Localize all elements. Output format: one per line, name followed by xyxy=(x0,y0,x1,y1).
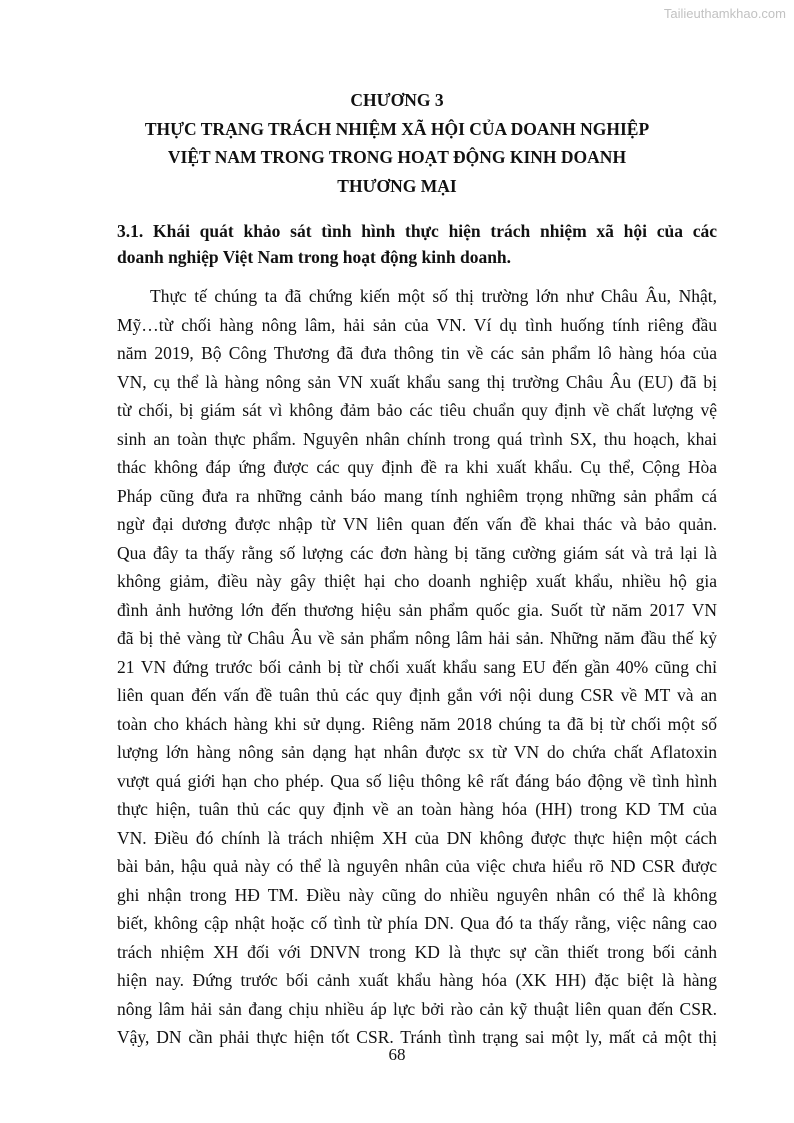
page-number: 68 xyxy=(388,1045,406,1064)
body-line: năm 2019, Bộ Công Thương đã đưa thông tin về các sản phẩm lô hàng hóa của xyxy=(117,343,717,363)
body-line: không giảm, điều này gây thiệt hại cho doanh nghiệp xuất khẩu, nhiều hộ gia xyxy=(117,571,717,591)
body-line: Mỹ…từ chối hàng nông lâm, hải sản của VN. Ví dụ tình huống tính riêng đầu xyxy=(117,314,717,335)
body-line: ngừ đại dương được nhập từ VN liên quan đến vấn đề khai thác và bảo quản. xyxy=(117,514,717,534)
body-line: Pháp cũng đưa ra những cảnh báo mang tính nghiêm trọng những sản phẩm cá xyxy=(117,485,717,506)
body-line: đã bị thẻ vàng từ Châu Âu về sản phẩm nông lâm hải sản. Những năm đầu thế kỷ xyxy=(117,628,717,648)
body-line: Thực tế chúng ta đã chứng kiến một số thị trường lớn như Châu Âu, Nhật, xyxy=(150,286,717,306)
body-line: đình ảnh hưởng lớn đến thương hiệu sản phẩm quốc gia. Suốt từ năm 2017 VN xyxy=(117,599,717,620)
chapter-title-line: THỰC TRẠNG TRÁCH NHIỆM XÃ HỘI CỦA DOANH NGHIỆP xyxy=(144,118,650,139)
body-line: lượng lớn hàng nông sản dạng hạt nhân được sx từ VN do chứa chất Aflatoxin xyxy=(117,742,717,762)
body-line: hiện nay. Đứng trước bối cảnh xuất khẩu hàng hóa (XK HH) đặc biệt là hàng xyxy=(117,970,717,990)
body-line: ghi nhận trong HĐ TM. Điều này cũng do nhiều nguyên nhân có thể là không xyxy=(117,884,717,905)
chapter-title-line: THƯƠNG MẠI xyxy=(337,175,457,196)
body-line: bài bản, hậu quả này có thể là nguyên nhân của việc chưa hiểu rõ ND CSR được xyxy=(117,856,717,876)
body-line: liên quan đến vấn đề tuân thủ các quy định gắn với nội dung CSR về MT và an xyxy=(117,685,717,705)
body-line: VN, cụ thể là hàng nông sản VN xuất khẩu sang thị trường Châu Âu (EU) đã bị xyxy=(117,371,717,392)
body-line: thực hiện, tuân thủ các quy định về an toàn hàng hóa (HH) trong KD TM của xyxy=(117,799,717,819)
body-paragraph xyxy=(117,282,717,1052)
body-line: vượt quá giới hạn cho phép. Qua số liệu thông kê rất đáng báo động về tình hình xyxy=(117,770,717,791)
body-line: biết, không cập nhật hoặc cố tình từ phía DN. Qua đó ta thấy rằng, việc nâng cao xyxy=(117,913,717,933)
body-line: thác không đáp ứng được các quy định đề ra khi xuất khẩu. Cụ thể, Cộng Hòa xyxy=(117,457,717,477)
section-heading-line: doanh nghiệp Việt Nam trong hoạt động kinh doanh. xyxy=(117,247,512,267)
section-heading-line: 3.1. Khái quát khảo sát tình hình thực hiện trách nhiệm xã hội của các xyxy=(117,221,717,241)
section-heading xyxy=(117,218,717,270)
body-line: nông lâm hải sản đang chịu nhiều áp lực bởi rào cản kỹ thuật liên quan đến CSR. xyxy=(117,998,717,1019)
chapter-label: CHƯƠNG 3 xyxy=(350,90,444,110)
body-line: Vậy, DN cần phải thực hiện tốt CSR. Tránh tình trạng sai một ly, mất cả một thị xyxy=(117,1027,717,1047)
body-line: trách nhiệm XH đối với DNVN trong KD là thực sự cần thiết trong bối cảnh xyxy=(117,941,717,962)
body-line: từ chối, bị giám sát vì không đảm bảo các tiêu chuẩn quy định về chất lượng vệ xyxy=(117,400,717,420)
watermark: Tailieuthamkhao.com xyxy=(663,6,786,21)
body-line: sinh an toàn thực phẩm. Nguyên nhân chính trong quá trình SX, thu hoạch, khai xyxy=(117,428,717,449)
body-line: Qua đây ta thấy rằng số lượng các đơn hàng bị tăng cường giám sát và trả lại là xyxy=(117,542,717,563)
body-line: 21 VN đứng trước bối cảnh bị từ chối xuất khẩu sang EU đến gần 40% cũng chỉ xyxy=(117,656,717,677)
body-line: VN. Điều đó chính là trách nhiệm XH của DN không được thực hiện một cách xyxy=(117,827,717,848)
chapter-title-line: VIỆT NAM TRONG TRONG HOẠT ĐỘNG KINH DOANH xyxy=(167,147,627,167)
body-line: toàn cho khách hàng khi sử dụng. Riêng năm 2018 chúng ta đã bị từ chối một số xyxy=(117,713,717,734)
chapter-heading xyxy=(0,86,794,200)
